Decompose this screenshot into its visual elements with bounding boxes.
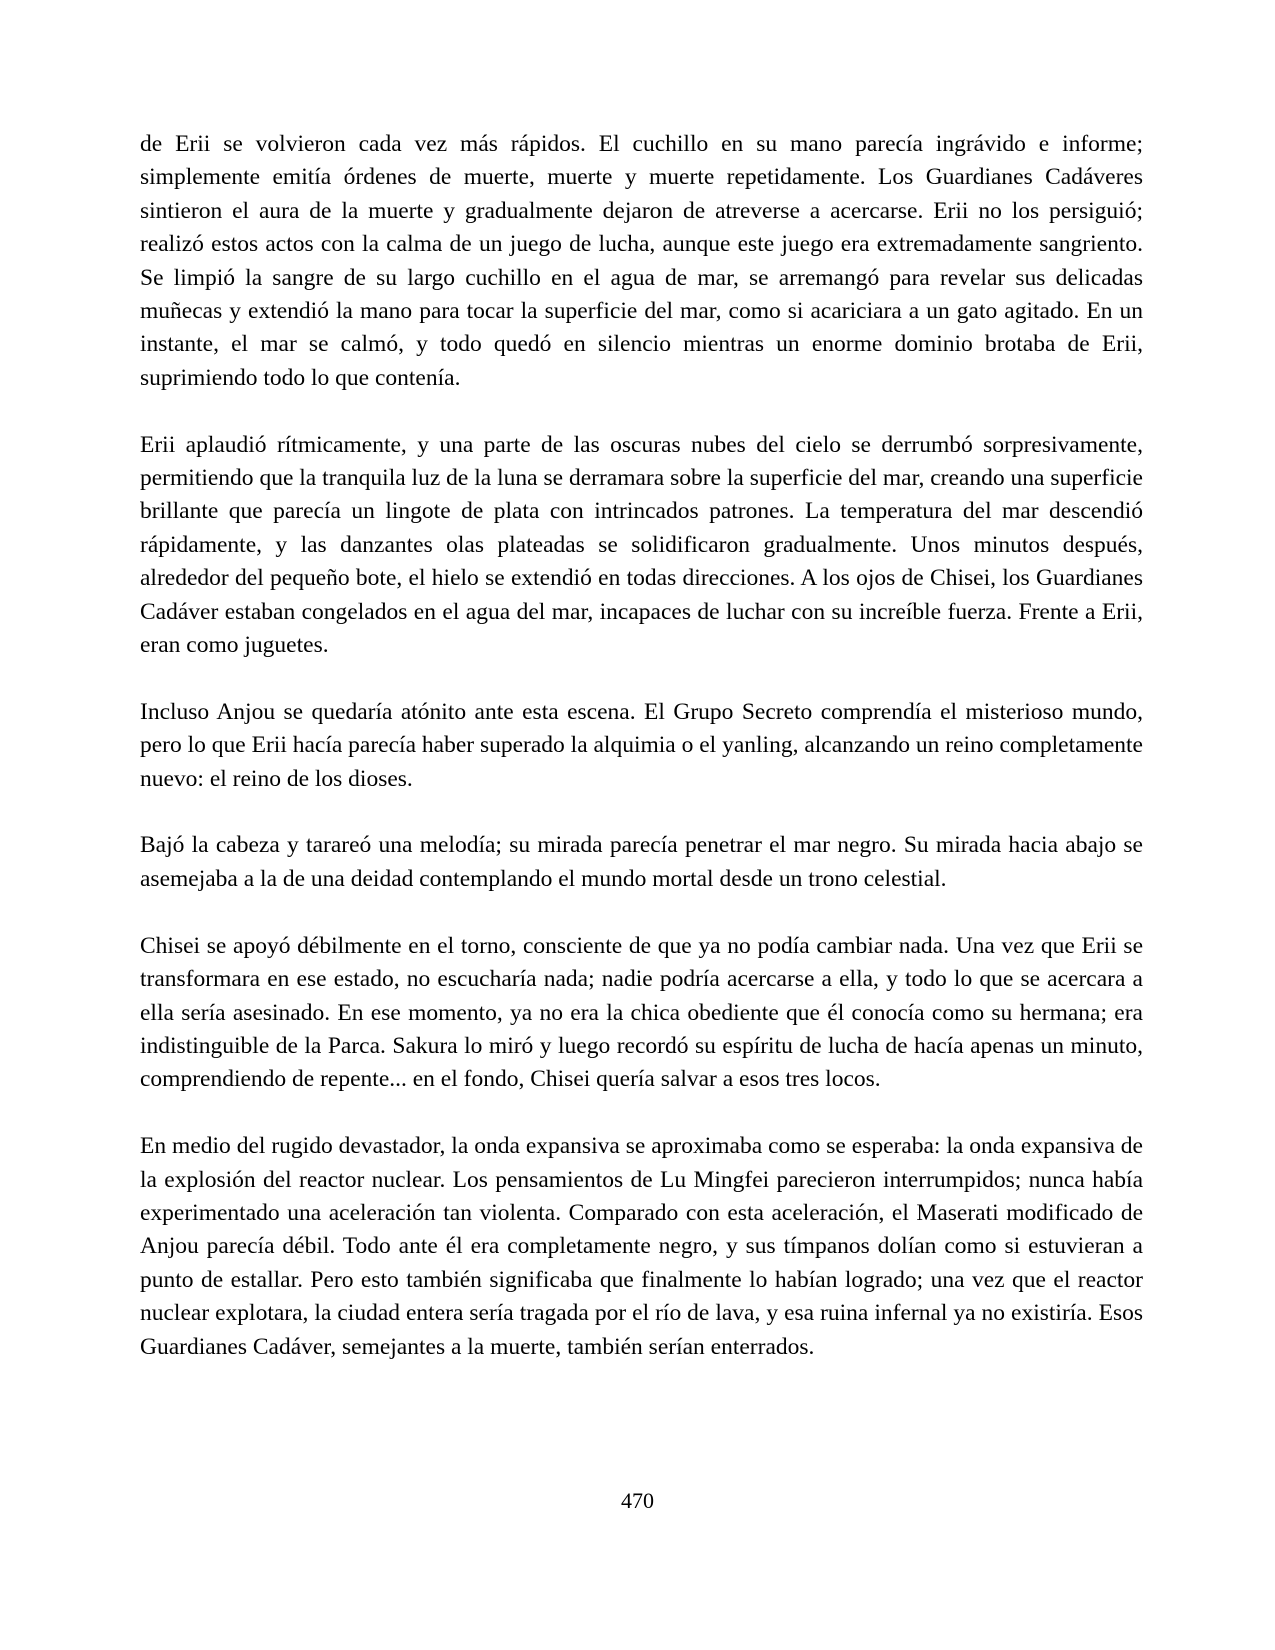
paragraph: En medio del rugido devastador, la onda expansiva se aproximaba como se esperaba: la onda expansiva de la explosión del reactor nuclear. Los pensamientos de Lu Mingfei parecieron interrumpidos; nunca había experimentado una aceleración tan violenta. Comparado con esta aceleración, el Maserati modificado de Anjou parecía débil. Todo ante él era completamente negro, y sus tímpanos dolían como si estuvieran a punto de estallar. Pero esto también significaba que finalmente lo habían logrado; una vez que el reactor nuclear explotara, la ciudad entera sería tragada por el río de lava, y esa ruina infernal ya no existiría. Esos Guardianes Cadáver, semejantes a la muerte, también serían enterrados. — [140, 1133, 1143, 1360]
paragraph: Chisei se apoyó débilmente en el torno, consciente de que ya no podía cambiar nada. Una vez que Erii se transformara en ese estado, no escucharía nada; nadie podría acercarse a ella, y todo lo que se acercara a ella sería asesinado. En ese momento, ya no era la chica obediente que él conocía como su hermana; era indistinguible de la Parca. Sakura lo miró y luego recordó su espíritu de lucha de hacía apenas un minuto, comprendiendo de repente... en el fondo, Chisei quería salvar a esos tres locos. — [140, 932, 1143, 1093]
paragraph: de Erii se volvieron cada vez más rápidos. El cuchillo en su mano parecía ingrávido e informe; simplemente emitía órdenes de muerte, muerte y muerte repetidamente. Los Guardianes Cadáveres sintieron el aura de la muerte y gradualmente dejaron de atreverse a acercarse. Erii no los persiguió; realizó estos actos con la calma de un juego de lucha, aunque este juego era extremadamente sangriento. Se limpió la sangre de su largo cuchillo en el agua de mar, se arremangó para revelar sus delicadas muñecas y extendió la mano para tocar la superficie del mar, como si acariciara a un gato agitado. En un instante, el mar se calmó, y todo quedó en silencio mientras un enorme dominio brotaba de Erii, suprimiendo todo lo que contenía. — [140, 131, 1143, 391]
paragraph: Incluso Anjou se quedaría atónito ante esta escena. El Grupo Secreto comprendía el misterioso mundo, pero lo que Erii hacía parecía haber superado la alquimia o el yanling, alcanzando un reino completamente nuevo: el reino de los dioses. — [140, 698, 1143, 792]
page-body-text — [140, 128, 1143, 1364]
paragraph: Bajó la cabeza y tarareó una melodía; su mirada parecía penetrar el mar negro. Su mirada hacia abajo se asemejaba a la de una deidad contemplando el mundo mortal desde un trono celestial. — [140, 832, 1143, 892]
paragraph: Erii aplaudió rítmicamente, y una parte de las oscuras nubes del cielo se derrumbó sorpresivamente, permitiendo que la tranquila luz de la luna se derramara sobre la superficie del mar, creando una superficie brillante que parecía un lingote de plata con intrincados patrones. La temperatura del mar descendió rápidamente, y las danzantes olas plateadas se solidificaron gradualmente. Unos minutos después, alrededor del pequeño bote, el hielo se extendió en todas direcciones. A los ojos de Chisei, los Guardianes Cadáver estaban congelados en el agua del mar, incapaces de luchar con su increíble fuerza. Frente a Erii, eran como juguetes. — [140, 431, 1143, 659]
page-number: 470 — [621, 1488, 654, 1513]
